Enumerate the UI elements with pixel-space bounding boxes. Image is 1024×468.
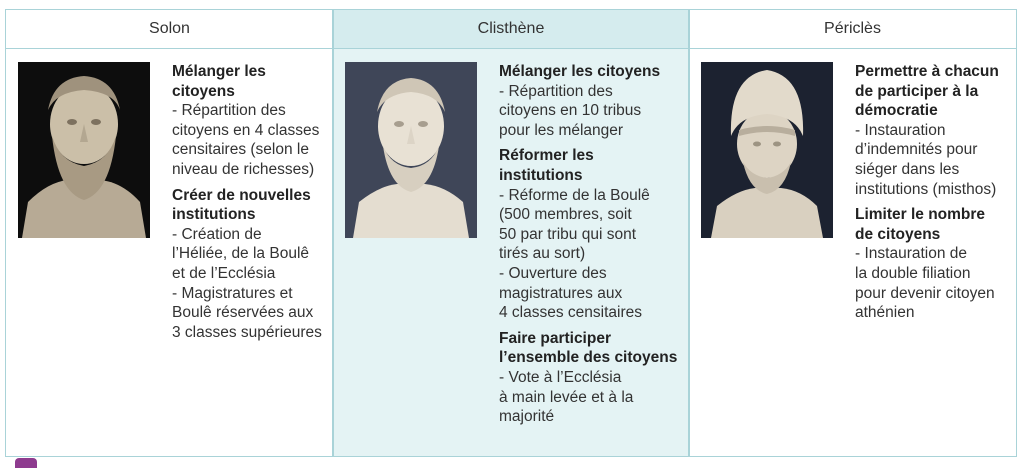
column-header-solon: Solon [149, 20, 190, 37]
clisthene-text [499, 62, 683, 427]
block-title: Permettre à chacun de participer à la démocratie [855, 63, 999, 120]
solon-bust-image [18, 62, 150, 238]
column-header-pericles: Périclès [824, 20, 881, 37]
column-header-clisthene: Clisthène [477, 20, 545, 37]
block-lines: - Création de l’Héliée, de la Boulê et de l’Ecclésia - Magistratures et Boulê réservées aux 3 classes supérieures [172, 225, 322, 341]
section-marker-icon [15, 458, 37, 468]
block-title: Mélanger les citoyens [172, 63, 266, 100]
block-title: Réformer les institutions [499, 147, 594, 184]
block-title: Créer de nouvelles institutions [172, 186, 311, 224]
solon-text [172, 62, 334, 342]
column-clisthene [333, 10, 689, 456]
block-title: Limiter le nombre de citoyens [855, 206, 986, 243]
block-title: Mélanger les citoyens [499, 63, 661, 80]
column-divider [688, 10, 690, 456]
block-title: Faire participer l’ensemble des citoyens [499, 329, 678, 367]
pericles-bust-image [701, 62, 833, 238]
block-lines: - Vote à l’Ecclésia à main levée et à la majorité [499, 368, 634, 426]
block-lines: - Répartition des citoyens en 10 tribus pour les mélanger [499, 82, 642, 139]
block-lines: - Répartition des citoyens en 4 classes censitaires (selon le niveau de richesses) [172, 102, 320, 178]
clisthene-bust-image [345, 62, 477, 238]
comparison-table [5, 9, 1017, 457]
pericles-text [855, 62, 1015, 323]
block-lines: - Instauration d’indemnités pour siéger dans les institutions (misthos) [855, 121, 997, 198]
column-divider [332, 10, 334, 456]
column-solon [6, 10, 333, 456]
column-pericles [689, 10, 1016, 456]
block-lines: - Réforme de la Boulê (500 membres, soit 50 par tribu qui sont tirés au sort) - Ouverture des magistratures aux 4 classes censitaires [499, 186, 650, 322]
block-lines: - Instauration de la double filiation pour devenir citoyen athénien [855, 245, 995, 322]
